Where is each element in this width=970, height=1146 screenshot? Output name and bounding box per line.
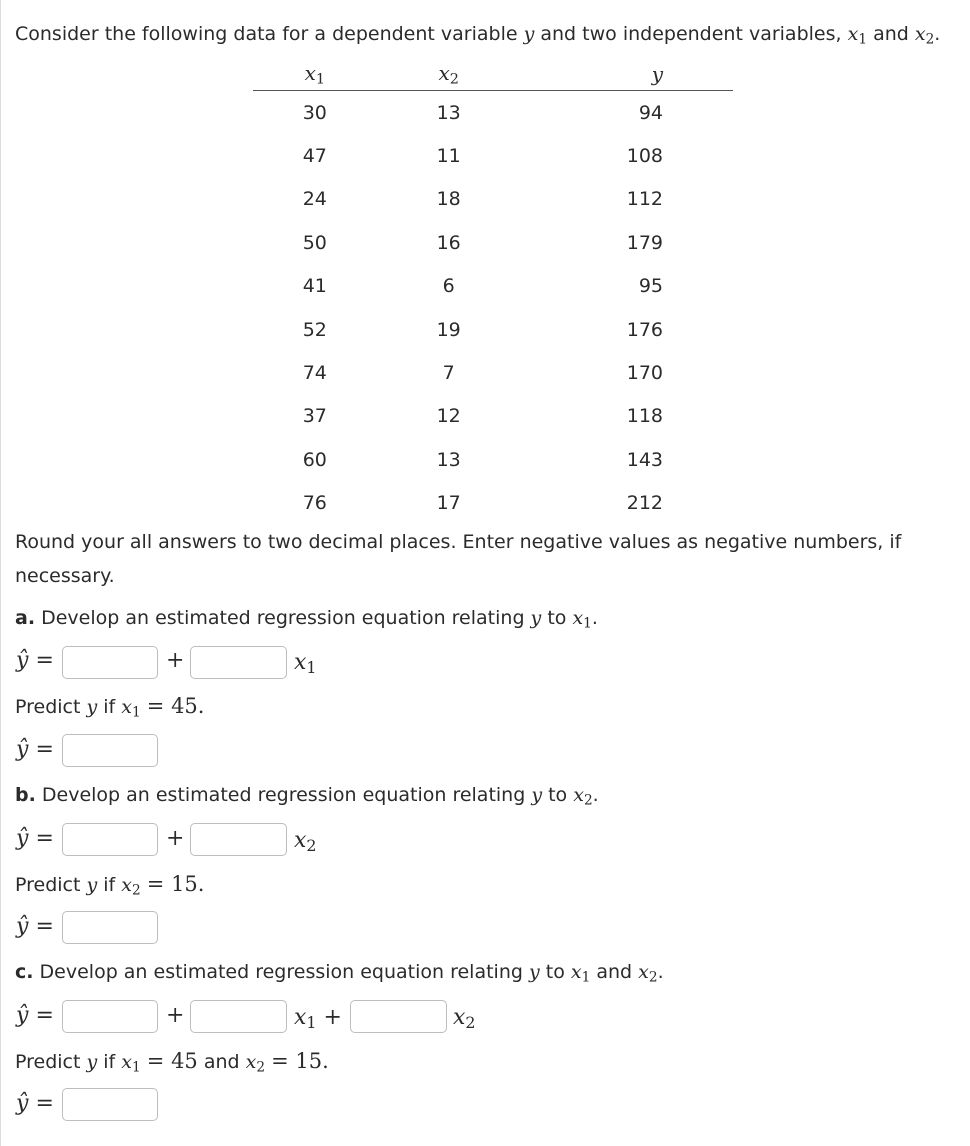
x2-label: $x_2$ <box>453 1005 476 1032</box>
cell-x1: 30 <box>302 101 327 124</box>
yhat-label: ŷ = <box>16 914 54 939</box>
table-row <box>253 178 733 221</box>
cell-y: 143 <box>626 448 663 471</box>
cell-x2: 7 <box>442 362 455 385</box>
cell-x1: 41 <box>302 275 327 298</box>
b-predict-input[interactable] <box>62 911 158 944</box>
part-b-heading: b. Develop an estimated regression equation relating y to $x_2$. <box>15 784 599 809</box>
left-border <box>0 0 6 1146</box>
cell-x2: 13 <box>436 448 461 471</box>
table-row <box>253 438 733 481</box>
b-intercept-input[interactable] <box>62 823 158 856</box>
table-row <box>253 221 733 264</box>
plus-sign: + <box>166 826 185 851</box>
a-slope-input[interactable] <box>190 646 287 679</box>
cell-x1: 76 <box>302 492 327 515</box>
plus-sign: + <box>166 648 185 673</box>
cell-x2: 11 <box>436 145 461 168</box>
c-slope1-input[interactable] <box>190 1000 287 1033</box>
cell-x2: 12 <box>436 405 461 428</box>
x1-plus-label: $x_1$ + <box>294 1005 342 1032</box>
yhat-label: ŷ = <box>16 1091 54 1116</box>
cell-x2: 13 <box>436 101 461 124</box>
a-predict-input[interactable] <box>62 734 158 767</box>
cell-x1: 52 <box>302 318 327 341</box>
a-intercept-input[interactable] <box>62 646 158 679</box>
table-row <box>253 265 733 308</box>
yhat-label: ŷ = <box>16 826 54 851</box>
data-table <box>253 58 733 525</box>
part-a-predict: Predict y if $x_1 = 45$. <box>15 694 205 721</box>
yhat-label: ŷ = <box>16 648 54 673</box>
table-row <box>253 351 733 394</box>
table-row <box>253 395 733 438</box>
cell-x1: 60 <box>302 448 327 471</box>
cell-y: 118 <box>626 405 663 428</box>
part-b-predict: Predict y if $x_2 = 15$. <box>15 872 205 899</box>
cell-y: 108 <box>626 145 663 168</box>
cell-x2: 18 <box>436 188 461 211</box>
header-y: y <box>521 58 733 91</box>
c-predict-input[interactable] <box>62 1088 158 1121</box>
instructions-line1: Round your all answers to two decimal places. Enter negative values as negative numbers, if <box>15 531 902 553</box>
cell-x2: 16 <box>436 231 461 254</box>
cell-x2: 17 <box>436 492 461 515</box>
table-header-row <box>253 58 733 91</box>
part-c-heading: c. Develop an estimated regression equation relating y to $x_1$ and $x_2$. <box>15 961 664 986</box>
cell-y: 179 <box>626 231 663 254</box>
cell-x1: 50 <box>302 231 327 254</box>
table-row <box>253 91 733 135</box>
plus-sign: + <box>166 1003 185 1028</box>
table-row <box>253 134 733 177</box>
header-x2: $x_2$ <box>377 58 521 91</box>
x2-label: $x_2$ <box>294 828 317 855</box>
c-slope2-input[interactable] <box>350 1000 447 1033</box>
intro-text: Consider the following data for a dependent variable y and two independent variables, $x_1$ and $x_2$. <box>15 23 941 48</box>
c-intercept-input[interactable] <box>62 1000 158 1033</box>
cell-y: 112 <box>626 188 663 211</box>
cell-y: 176 <box>626 318 663 341</box>
cell-x1: 24 <box>302 188 327 211</box>
table-row <box>253 308 733 351</box>
cell-x2: 6 <box>442 275 455 298</box>
yhat-label: ŷ = <box>16 737 54 762</box>
part-a-heading: a. Develop an estimated regression equation relating y to $x_1$. <box>15 607 598 632</box>
table-row <box>253 482 733 525</box>
cell-y: 170 <box>626 362 663 385</box>
cell-y: 212 <box>626 492 663 515</box>
cell-y: 94 <box>638 101 663 124</box>
x1-label: $x_1$ <box>294 650 317 677</box>
part-c-predict: Predict y if $x_1 = 45$ and $x_2 = 15$. <box>15 1049 329 1076</box>
cell-x1: 37 <box>302 405 327 428</box>
cell-x2: 19 <box>436 318 461 341</box>
yhat-label: ŷ = <box>16 1003 54 1028</box>
cell-x1: 47 <box>302 145 327 168</box>
instructions-line2: necessary. <box>15 565 115 587</box>
b-slope-input[interactable] <box>190 823 287 856</box>
header-x1: $x_1$ <box>253 58 377 91</box>
cell-y: 95 <box>638 275 663 298</box>
cell-x1: 74 <box>302 362 327 385</box>
